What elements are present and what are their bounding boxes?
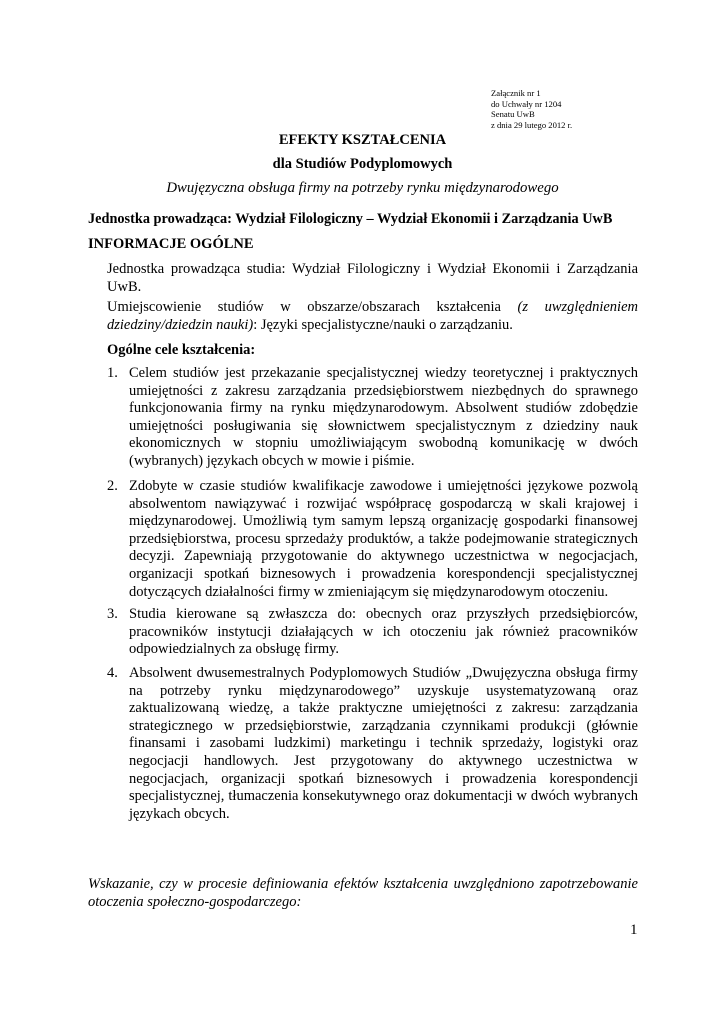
placement-prefix: Umiejscowienie studiów w obszarze/obszarach kształcenia xyxy=(107,299,518,315)
goal-text: Studia kierowane są zwłaszcza do: obecnych oraz przyszłych przedsiębiorców, pracowników instytucji działających w ich otoczeniu jak również pracowników odpowiedzialnych za obsługę firmy. xyxy=(129,606,638,658)
placement-italic: (z uwzględnieniem dziedziny/dziedzin nauki) xyxy=(107,299,638,333)
unit-heading: Jednostka prowadząca: Wydział Filologiczny – Wydział Ekonomii i Zarządzania UwB xyxy=(88,211,613,227)
document-subtitle: dla Studiów Podyplomowych xyxy=(272,156,453,172)
program-name: Dwujęzyczna obsługa firmy na potrzeby rynku międzynarodowego xyxy=(166,180,559,196)
goal-item xyxy=(107,665,638,823)
goal-item xyxy=(107,365,638,471)
goal-number: 2. xyxy=(107,478,118,494)
goal-number: 4. xyxy=(107,665,118,681)
goal-number: 1. xyxy=(107,365,118,381)
annex-line: Załącznik nr 1 xyxy=(491,88,541,98)
goal-number: 3. xyxy=(107,606,118,622)
goal-item xyxy=(107,478,638,601)
placement-suffix: : Języki specjalistyczne/nauki o zarządzaniu. xyxy=(253,316,513,333)
page-number: 1 xyxy=(630,922,638,938)
goal-text: Celem studiów jest przekazanie specjalistycznej wiedzy teoretycznej i praktycznych umiejętności z zakresu zarządzania przedsiębiorstwem niezbędnych do sprawnego funkcjonowania firmy na rynku międzynarodowym. Absolwent studiów zdobędzie umiejętności posługiwania się słownictwem specjalistycznym z dziedziny nauk ekonomicznych w stopniu umożliwiającym swobodną komunikację w dwóch (wybranych) językach obcych w mowie i piśmie. xyxy=(129,365,638,469)
general-info-heading: INFORMACJE OGÓLNE xyxy=(88,236,254,252)
goals-heading: Ogólne cele kształcenia: xyxy=(107,342,256,358)
annex-note xyxy=(491,88,572,130)
indication-text: Wskazanie, czy w procesie definiowania efektów kształcenia uwzględniono zapotrzebowanie otoczenia społeczno-gospodarczego xyxy=(88,876,638,910)
annex-line: Senatu UwB xyxy=(491,109,535,119)
annex-line: do Uchwały nr 1204 xyxy=(491,98,562,109)
goal-text: Zdobyte w czasie studiów kwalifikacje zawodowe i umiejętności językowe pozwolą absolwentom nawiązywać i rozwijać współpracę gospodarczą w skali krajowej i międzynarodowej. Umożliwią tym samym lepszą organizację gospodarki finansowej przedsiębiorstwa, procesu sprzedaży produktów, a także podejmowanie strategicznych decyzji. Zapewniają przygotowanie do aktywnego uczestnictwa w negocjacjach, organizacji spotkań biznesowych i prowadzenia korespondencji specjalistycznej dotyczących działalności firmy w zmieniającym się międzynarodowym otoczeniu. xyxy=(129,478,638,600)
goal-text: Absolwent dwusemestralnych Podyplomowych Studiów „Dwujęzyczna obsługa firmy na potrzeby rynku międzynarodowego” uzyskuje usystematyzowaną oraz zaktualizowaną wiedzę, a także praktyczne umiejętności z zakresu: zarządzania strategicznego w przedsiębiorstwie, zarządzania czynnikami produkcji (głównie finansami i zasobami ludzkimi) marketingu i technik sprzedaży, logistyki oraz negocjacji handlowych. Jest przygotowany do aktywnego uczestnictwa w negocjacjach, organizacji spotkań biznesowych i prowadzenia korespondencji specjalistycznej, tłumaczenia konsekutywnego oraz dokumentacji w dwóch wybranych językach obcych. xyxy=(129,665,638,822)
document-title: EFEKTY KSZTAŁCENIA xyxy=(278,132,447,148)
indication-paragraph xyxy=(88,876,638,911)
indication-colon: : xyxy=(296,893,302,910)
annex-line: z dnia 29 lutego 2012 r. xyxy=(491,119,573,130)
goal-item xyxy=(107,606,638,659)
unit-paragraph: Jednostka prowadząca studia: Wydział Filologiczny i Wydział Ekonomii i Zarządzania UwB. xyxy=(107,261,638,295)
placement-paragraph xyxy=(107,299,638,334)
